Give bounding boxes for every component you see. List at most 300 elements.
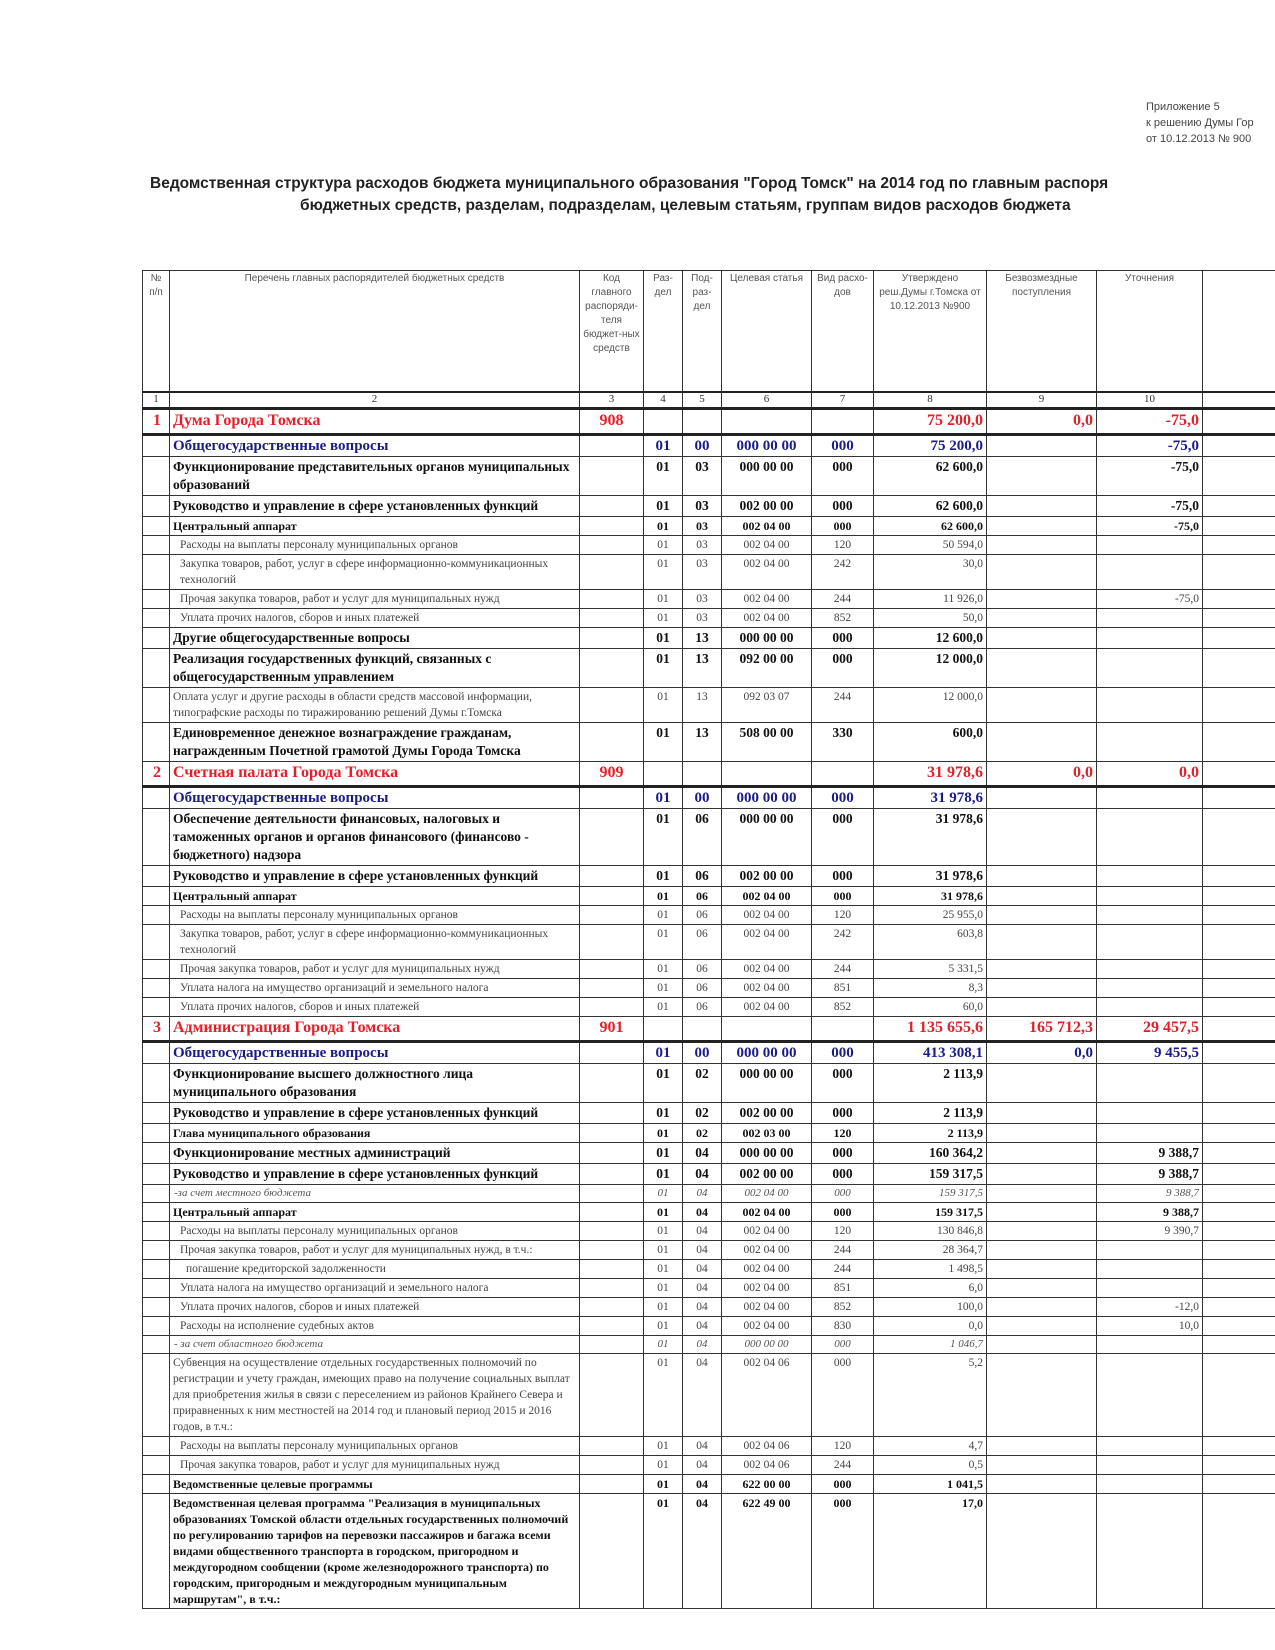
table-row xyxy=(143,925,1275,960)
row-change xyxy=(1097,906,1203,925)
table-row xyxy=(143,517,1275,536)
row-extra xyxy=(1203,1494,1275,1609)
row-podrazdel: 06 xyxy=(683,887,722,906)
row-podrazdel xyxy=(683,1017,722,1042)
row-code xyxy=(580,866,644,887)
row-razdel: 01 xyxy=(644,1354,683,1437)
row-vid: 120 xyxy=(812,906,874,925)
row-extra xyxy=(1203,536,1275,555)
row-approved: 31 978,6 xyxy=(874,887,987,906)
row-extra xyxy=(1203,866,1275,887)
row-extra xyxy=(1203,517,1275,536)
row-name: Закупка товаров, работ, услуг в сфере информационно-коммуникационных технологий xyxy=(170,555,580,590)
row-change: 9 388,7 xyxy=(1097,1203,1203,1222)
row-code xyxy=(580,1298,644,1317)
document-title xyxy=(150,173,1275,217)
row-free xyxy=(987,1317,1097,1336)
row-razdel: 01 xyxy=(644,979,683,998)
table-row xyxy=(143,1185,1275,1203)
row-name: Ведомственная целевая программа "Реализация в муниципальных образованиях Томской области отдельных государственных полномочий по регулированию тарифов на перевозки пассажиров и багажа всеми видами общественного транспорта в городском, пригородном и междугородном сообщении (кроме железнодорожного транспорта) по городским, пригородным и междугородным муниципальным маршрутам", в т.ч.: xyxy=(170,1494,580,1609)
row-extra xyxy=(1203,1143,1275,1164)
table-row xyxy=(143,457,1275,496)
row-change: 9 388,7 xyxy=(1097,1164,1203,1185)
row-name: Прочая закупка товаров, работ и услуг для муниципальных нужд xyxy=(170,1456,580,1475)
row-vid: 244 xyxy=(812,1456,874,1475)
row-free xyxy=(987,555,1097,590)
column-numbers-row xyxy=(143,392,1275,409)
row-name: Центральный аппарат xyxy=(170,887,580,906)
colnum-extra xyxy=(1203,392,1275,409)
row-change: 9 388,7 xyxy=(1097,1143,1203,1164)
row-vid: 120 xyxy=(812,1124,874,1143)
row-number xyxy=(143,1475,170,1494)
row-podrazdel: 04 xyxy=(683,1437,722,1456)
row-razdel: 01 xyxy=(644,960,683,979)
table-row xyxy=(143,1354,1275,1437)
header-no: № п/п xyxy=(143,271,170,393)
row-change xyxy=(1097,787,1203,809)
department-row xyxy=(143,409,1275,435)
row-razdel: 01 xyxy=(644,1064,683,1103)
row-vid: 000 xyxy=(812,1203,874,1222)
table-row xyxy=(143,435,1275,457)
row-free xyxy=(987,496,1097,517)
header-vid: Вид расхо-дов xyxy=(812,271,874,393)
row-free xyxy=(987,998,1097,1017)
row-podrazdel: 03 xyxy=(683,590,722,609)
row-free xyxy=(987,590,1097,609)
appendix-line-3: от 10.12.2013 № 900 xyxy=(1146,133,1252,145)
row-change xyxy=(1097,609,1203,628)
row-vid: 851 xyxy=(812,1279,874,1298)
row-razdel: 01 xyxy=(644,809,683,866)
row-razdel: 01 xyxy=(644,1042,683,1064)
row-podrazdel: 04 xyxy=(683,1241,722,1260)
row-approved: 17,0 xyxy=(874,1494,987,1609)
row-code xyxy=(580,1124,644,1143)
row-change xyxy=(1097,887,1203,906)
row-free: 0,0 xyxy=(987,1042,1097,1064)
header-change: Уточнения xyxy=(1097,271,1203,393)
row-code xyxy=(580,536,644,555)
table-row xyxy=(143,1494,1275,1609)
row-code xyxy=(580,1494,644,1609)
table-row xyxy=(143,1241,1275,1260)
row-razdel: 01 xyxy=(644,1124,683,1143)
table-row xyxy=(143,609,1275,628)
row-vid: 120 xyxy=(812,536,874,555)
row-free xyxy=(987,787,1097,809)
row-razdel: 01 xyxy=(644,1260,683,1279)
row-approved: 130 846,8 xyxy=(874,1222,987,1241)
row-code xyxy=(580,1042,644,1064)
row-code xyxy=(580,998,644,1017)
row-code xyxy=(580,1456,644,1475)
row-razdel xyxy=(644,762,683,787)
row-name: Расходы на выплаты персоналу муниципальных органов xyxy=(170,1222,580,1241)
row-change xyxy=(1097,688,1203,723)
row-change xyxy=(1097,1064,1203,1103)
row-article: 002 04 00 xyxy=(722,887,812,906)
colnum: 2 xyxy=(170,392,580,409)
header-row xyxy=(143,271,1275,393)
row-approved: 1 046,7 xyxy=(874,1336,987,1354)
row-code xyxy=(580,688,644,723)
row-vid: 852 xyxy=(812,1298,874,1317)
table-row xyxy=(143,1475,1275,1494)
table-row xyxy=(143,1042,1275,1064)
row-extra xyxy=(1203,1336,1275,1354)
row-free xyxy=(987,1279,1097,1298)
row-vid: 000 xyxy=(812,1475,874,1494)
row-article: 002 04 00 xyxy=(722,1279,812,1298)
row-vid: 000 xyxy=(812,1103,874,1124)
row-number xyxy=(143,1437,170,1456)
row-approved: 100,0 xyxy=(874,1298,987,1317)
row-razdel: 01 xyxy=(644,1185,683,1203)
row-razdel xyxy=(644,409,683,435)
row-number xyxy=(143,1260,170,1279)
table-row xyxy=(143,555,1275,590)
row-code xyxy=(580,1437,644,1456)
row-number xyxy=(143,1298,170,1317)
colnum: 5 xyxy=(683,392,722,409)
row-razdel: 01 xyxy=(644,1317,683,1336)
department-row xyxy=(143,1017,1275,1042)
row-change: -75,0 xyxy=(1097,435,1203,457)
row-razdel: 01 xyxy=(644,457,683,496)
row-article xyxy=(722,762,812,787)
row-name: Оплата услуг и другие расходы в области средств массовой информации, типографские расходы по тиражированию решений Думы г.Томска xyxy=(170,688,580,723)
colnum: 7 xyxy=(812,392,874,409)
row-number xyxy=(143,1164,170,1185)
row-article: 000 00 00 xyxy=(722,435,812,457)
row-article: 002 04 00 xyxy=(722,960,812,979)
row-approved: 0,0 xyxy=(874,1317,987,1336)
row-free: 0,0 xyxy=(987,409,1097,435)
appendix-line-1: Приложение 5 xyxy=(1146,101,1220,113)
row-extra xyxy=(1203,1279,1275,1298)
row-approved: 28 364,7 xyxy=(874,1241,987,1260)
row-name: Обеспечение деятельности финансовых, налоговых и таможенных органов и органов финансового (финансово - бюджетного) надзора xyxy=(170,809,580,866)
row-article: 002 00 00 xyxy=(722,866,812,887)
row-name: Уплата налога на имущество организаций и земельного налога xyxy=(170,979,580,998)
row-extra xyxy=(1203,925,1275,960)
table-row xyxy=(143,960,1275,979)
row-code xyxy=(580,1222,644,1241)
row-article: 002 04 00 xyxy=(722,979,812,998)
row-change: 9 455,5 xyxy=(1097,1042,1203,1064)
row-name: Общегосударственные вопросы xyxy=(170,787,580,809)
row-article: 000 00 00 xyxy=(722,1336,812,1354)
row-code xyxy=(580,1279,644,1298)
row-podrazdel: 04 xyxy=(683,1456,722,1475)
row-razdel: 01 xyxy=(644,1298,683,1317)
row-vid xyxy=(812,762,874,787)
row-extra xyxy=(1203,1164,1275,1185)
row-podrazdel: 04 xyxy=(683,1475,722,1494)
row-change: -75,0 xyxy=(1097,457,1203,496)
table-row xyxy=(143,1064,1275,1103)
table-row xyxy=(143,787,1275,809)
row-approved: 2 113,9 xyxy=(874,1064,987,1103)
row-code xyxy=(580,1336,644,1354)
row-vid: 851 xyxy=(812,979,874,998)
row-name: Уплата налога на имущество организаций и земельного налога xyxy=(170,1279,580,1298)
table-row xyxy=(143,688,1275,723)
row-change xyxy=(1097,998,1203,1017)
row-change xyxy=(1097,925,1203,960)
row-change xyxy=(1097,536,1203,555)
row-code xyxy=(580,787,644,809)
row-vid: 000 xyxy=(812,1494,874,1609)
row-name: Реализация государственных функций, связанных с общегосударственным управлением xyxy=(170,649,580,688)
row-name: Функционирование местных администраций xyxy=(170,1143,580,1164)
row-approved: 0,5 xyxy=(874,1456,987,1475)
row-free xyxy=(987,1222,1097,1241)
row-vid: 000 xyxy=(812,649,874,688)
colnum: 4 xyxy=(644,392,683,409)
row-name: Руководство и управление в сфере установленных функций xyxy=(170,496,580,517)
row-podrazdel: 06 xyxy=(683,998,722,1017)
table-row xyxy=(143,1298,1275,1317)
row-number xyxy=(143,536,170,555)
row-name: Общегосударственные вопросы xyxy=(170,1042,580,1064)
row-vid: 244 xyxy=(812,1260,874,1279)
row-code xyxy=(580,1260,644,1279)
row-approved: 5 331,5 xyxy=(874,960,987,979)
row-vid: 000 xyxy=(812,809,874,866)
row-name: Расходы на исполнение судебных актов xyxy=(170,1317,580,1336)
row-razdel: 01 xyxy=(644,925,683,960)
row-code xyxy=(580,628,644,649)
row-change xyxy=(1097,723,1203,762)
row-name: Центральный аппарат xyxy=(170,517,580,536)
row-article: 002 04 00 xyxy=(722,536,812,555)
row-vid: 000 xyxy=(812,496,874,517)
row-vid: 000 xyxy=(812,457,874,496)
table-row xyxy=(143,1124,1275,1143)
row-approved: 159 317,5 xyxy=(874,1164,987,1185)
row-number xyxy=(143,787,170,809)
row-article xyxy=(722,409,812,435)
row-extra xyxy=(1203,1042,1275,1064)
row-free xyxy=(987,1456,1097,1475)
row-article: 002 04 00 xyxy=(722,998,812,1017)
row-vid: 000 xyxy=(812,1164,874,1185)
table-row xyxy=(143,628,1275,649)
row-podrazdel: 13 xyxy=(683,649,722,688)
row-change: 9 388,7 xyxy=(1097,1185,1203,1203)
row-number xyxy=(143,649,170,688)
row-name: -за счет местного бюджета xyxy=(170,1185,580,1203)
row-article: 622 49 00 xyxy=(722,1494,812,1609)
row-approved: 603,8 xyxy=(874,925,987,960)
row-change xyxy=(1097,1241,1203,1260)
row-approved: 12 000,0 xyxy=(874,688,987,723)
row-number xyxy=(143,555,170,590)
title-line-2: бюджетных средств, разделам, подразделам, целевым статьям, группам видов расходов бюджета xyxy=(300,197,1071,214)
row-name: Единовременное денежное вознаграждение гражданам, награжденным Почетной грамотой Думы Города Томска xyxy=(170,723,580,762)
row-podrazdel: 04 xyxy=(683,1164,722,1185)
row-podrazdel: 00 xyxy=(683,435,722,457)
row-podrazdel: 04 xyxy=(683,1143,722,1164)
row-podrazdel: 04 xyxy=(683,1298,722,1317)
row-vid xyxy=(812,1017,874,1042)
row-vid: 000 xyxy=(812,628,874,649)
row-code: 908 xyxy=(580,409,644,435)
row-vid: 330 xyxy=(812,723,874,762)
row-article: 000 00 00 xyxy=(722,1143,812,1164)
row-vid: 000 xyxy=(812,435,874,457)
row-article: 002 00 00 xyxy=(722,496,812,517)
row-number xyxy=(143,435,170,457)
row-article: 002 04 00 xyxy=(722,1317,812,1336)
row-razdel: 01 xyxy=(644,536,683,555)
row-article: 092 03 07 xyxy=(722,688,812,723)
row-podrazdel: 03 xyxy=(683,517,722,536)
row-free xyxy=(987,1298,1097,1317)
row-extra xyxy=(1203,457,1275,496)
row-article: 002 04 00 xyxy=(722,1260,812,1279)
row-code xyxy=(580,979,644,998)
row-podrazdel: 04 xyxy=(683,1260,722,1279)
row-extra xyxy=(1203,1475,1275,1494)
row-number xyxy=(143,906,170,925)
row-vid: 852 xyxy=(812,609,874,628)
row-razdel: 01 xyxy=(644,496,683,517)
row-name: Прочая закупка товаров, работ и услуг для муниципальных нужд, в т.ч.: xyxy=(170,1241,580,1260)
row-vid: 830 xyxy=(812,1317,874,1336)
row-approved: 159 317,5 xyxy=(874,1203,987,1222)
row-approved: 4,7 xyxy=(874,1437,987,1456)
row-number xyxy=(143,1317,170,1336)
row-number xyxy=(143,866,170,887)
row-name: Расходы на выплаты персоналу муниципальных органов xyxy=(170,536,580,555)
row-razdel: 01 xyxy=(644,1475,683,1494)
row-change xyxy=(1097,1336,1203,1354)
row-approved: 31 978,6 xyxy=(874,866,987,887)
row-vid: 000 xyxy=(812,1064,874,1103)
row-podrazdel: 04 xyxy=(683,1494,722,1609)
row-vid: 244 xyxy=(812,1241,874,1260)
row-free xyxy=(987,457,1097,496)
row-number xyxy=(143,1064,170,1103)
row-code: 909 xyxy=(580,762,644,787)
row-podrazdel: 04 xyxy=(683,1222,722,1241)
row-change xyxy=(1097,866,1203,887)
row-razdel: 01 xyxy=(644,435,683,457)
row-razdel: 01 xyxy=(644,998,683,1017)
row-free xyxy=(987,1203,1097,1222)
row-free xyxy=(987,723,1097,762)
row-podrazdel: 13 xyxy=(683,723,722,762)
row-extra xyxy=(1203,1103,1275,1124)
row-podrazdel: 06 xyxy=(683,925,722,960)
table-body xyxy=(143,392,1275,1609)
row-extra xyxy=(1203,409,1275,435)
row-extra xyxy=(1203,1185,1275,1203)
table-row xyxy=(143,1336,1275,1354)
table-row xyxy=(143,649,1275,688)
row-podrazdel xyxy=(683,409,722,435)
row-name: Администрация Города Томска xyxy=(170,1017,580,1042)
row-extra xyxy=(1203,1124,1275,1143)
row-article: 508 00 00 xyxy=(722,723,812,762)
row-article: 002 04 00 xyxy=(722,1298,812,1317)
header-podrazdel: Под-раз-дел xyxy=(683,271,722,393)
row-razdel: 01 xyxy=(644,1279,683,1298)
row-extra xyxy=(1203,1317,1275,1336)
row-free xyxy=(987,979,1097,998)
row-free xyxy=(987,1475,1097,1494)
row-extra xyxy=(1203,979,1275,998)
row-article: 002 00 00 xyxy=(722,1164,812,1185)
row-name: Закупка товаров, работ, услуг в сфере информационно-коммуникационных технологий xyxy=(170,925,580,960)
row-free xyxy=(987,866,1097,887)
row-approved: 31 978,6 xyxy=(874,809,987,866)
row-razdel: 01 xyxy=(644,1164,683,1185)
table-row xyxy=(143,1317,1275,1336)
row-change xyxy=(1097,1124,1203,1143)
row-article: 000 00 00 xyxy=(722,457,812,496)
row-article: 002 04 06 xyxy=(722,1354,812,1437)
appendix-note xyxy=(1146,99,1275,147)
row-podrazdel: 06 xyxy=(683,866,722,887)
row-code xyxy=(580,1475,644,1494)
row-razdel: 01 xyxy=(644,1103,683,1124)
row-change xyxy=(1097,628,1203,649)
table-row xyxy=(143,1456,1275,1475)
row-free xyxy=(987,609,1097,628)
row-code xyxy=(580,1143,644,1164)
row-change xyxy=(1097,1475,1203,1494)
row-change: 9 390,7 xyxy=(1097,1222,1203,1241)
row-name: погашение кредиторской задолженности xyxy=(170,1260,580,1279)
table-row xyxy=(143,1279,1275,1298)
header-free: Безвозмездные поступления xyxy=(987,271,1097,393)
colnum: 10 xyxy=(1097,392,1203,409)
row-free xyxy=(987,1336,1097,1354)
row-vid: 242 xyxy=(812,925,874,960)
row-free xyxy=(987,1064,1097,1103)
row-article: 002 04 00 xyxy=(722,1203,812,1222)
row-vid: 242 xyxy=(812,555,874,590)
row-extra xyxy=(1203,1222,1275,1241)
row-name: Руководство и управление в сфере установленных функций xyxy=(170,1103,580,1124)
row-extra xyxy=(1203,762,1275,787)
row-number xyxy=(143,1143,170,1164)
row-podrazdel: 13 xyxy=(683,628,722,649)
row-extra xyxy=(1203,723,1275,762)
row-extra xyxy=(1203,1456,1275,1475)
row-approved: 6,0 xyxy=(874,1279,987,1298)
row-free xyxy=(987,960,1097,979)
row-change xyxy=(1097,1260,1203,1279)
colnum: 8 xyxy=(874,392,987,409)
row-number xyxy=(143,1185,170,1203)
row-vid: 000 xyxy=(812,787,874,809)
row-change: -75,0 xyxy=(1097,409,1203,435)
row-podrazdel: 04 xyxy=(683,1317,722,1336)
row-free xyxy=(987,1143,1097,1164)
row-extra xyxy=(1203,1298,1275,1317)
row-change: 0,0 xyxy=(1097,762,1203,787)
row-code xyxy=(580,960,644,979)
row-code xyxy=(580,1203,644,1222)
row-approved: 5,2 xyxy=(874,1354,987,1437)
row-number xyxy=(143,979,170,998)
